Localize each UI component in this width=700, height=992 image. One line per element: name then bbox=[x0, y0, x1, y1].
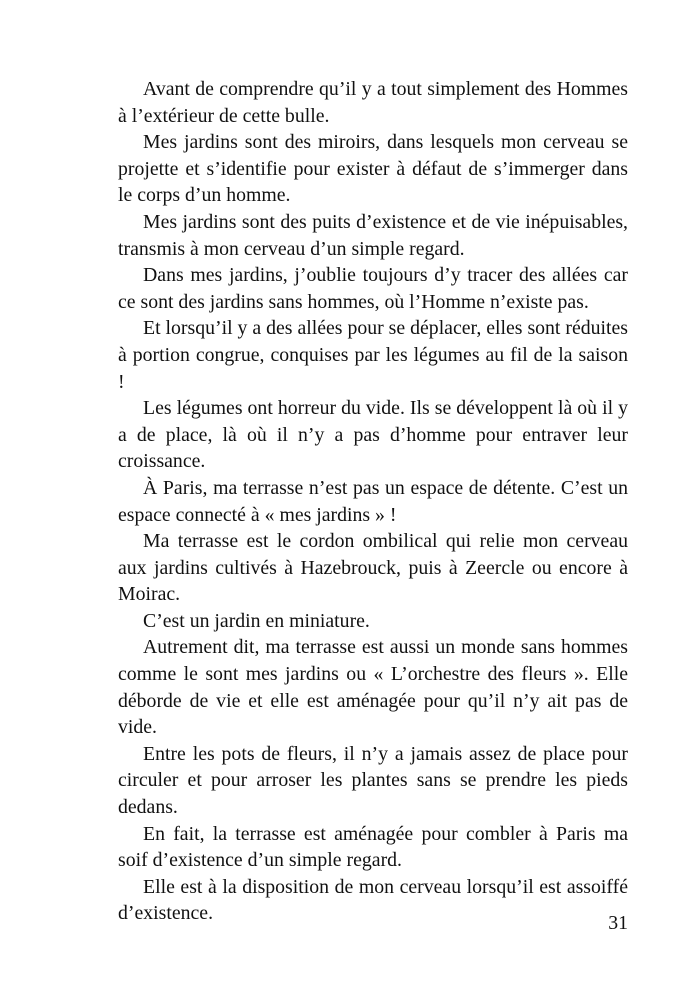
body-text bbox=[118, 76, 628, 927]
paragraph: En fait, la terrasse est aménagée pour combler à Paris ma soif d’existence d’un simple regard. bbox=[118, 822, 628, 872]
paragraph: Et lorsqu’il y a des allées pour se déplacer, elles sont réduites à portion congrue, conquises par les légumes au fil de la saison ! bbox=[118, 317, 628, 393]
paragraph: Autrement dit, ma terrasse est aussi un monde sans hommes comme le sont mes jardins ou « L’orchestre des fleurs ». Elle déborde de vie et elle est aménagée pour qu’il n’y ait pas de vide. bbox=[118, 636, 628, 739]
page-number: 31 bbox=[608, 912, 628, 934]
paragraph: Mes jardins sont des puits d’existence et de vie inépuisables, transmis à mon cerveau d’un simple regard. bbox=[118, 210, 628, 260]
paragraph: Mes jardins sont des miroirs, dans lesquels mon cerveau se projette et s’identifie pour exister à défaut de s’immerger dans le corps d’un homme. bbox=[118, 131, 628, 207]
paragraph: Entre les pots de fleurs, il n’y a jamais assez de place pour circuler et pour arroser les plantes sans se prendre les pieds dedans. bbox=[118, 742, 628, 819]
paragraph: Les légumes ont horreur du vide. Ils se développent là où il y a de place, là où il n’y a pas d’homme pour entraver leur croissance. bbox=[118, 397, 628, 473]
paragraph: Elle est à la disposition de mon cerveau lorsqu’il est assoiffé d’existence. bbox=[118, 875, 628, 925]
paragraph: Avant de comprendre qu’il y a tout simplement des Hommes à l’extérieur de cette bulle. bbox=[118, 78, 628, 127]
paragraph: À Paris, ma terrasse n’est pas un espace de détente. C’est un espace connecté à « mes jardins » ! bbox=[118, 476, 628, 526]
paragraph: Ma terrasse est le cordon ombilical qui relie mon cerveau aux jardins cultivés à Hazebrouck, puis à Zeercle ou encore à Moirac. bbox=[118, 530, 628, 606]
paragraph: C’est un jardin en miniature. bbox=[143, 609, 370, 632]
paragraph: Dans mes jardins, j’oublie toujours d’y tracer des allées car ce sont des jardins sans hommes, où l’Homme n’existe pas. bbox=[118, 264, 628, 313]
